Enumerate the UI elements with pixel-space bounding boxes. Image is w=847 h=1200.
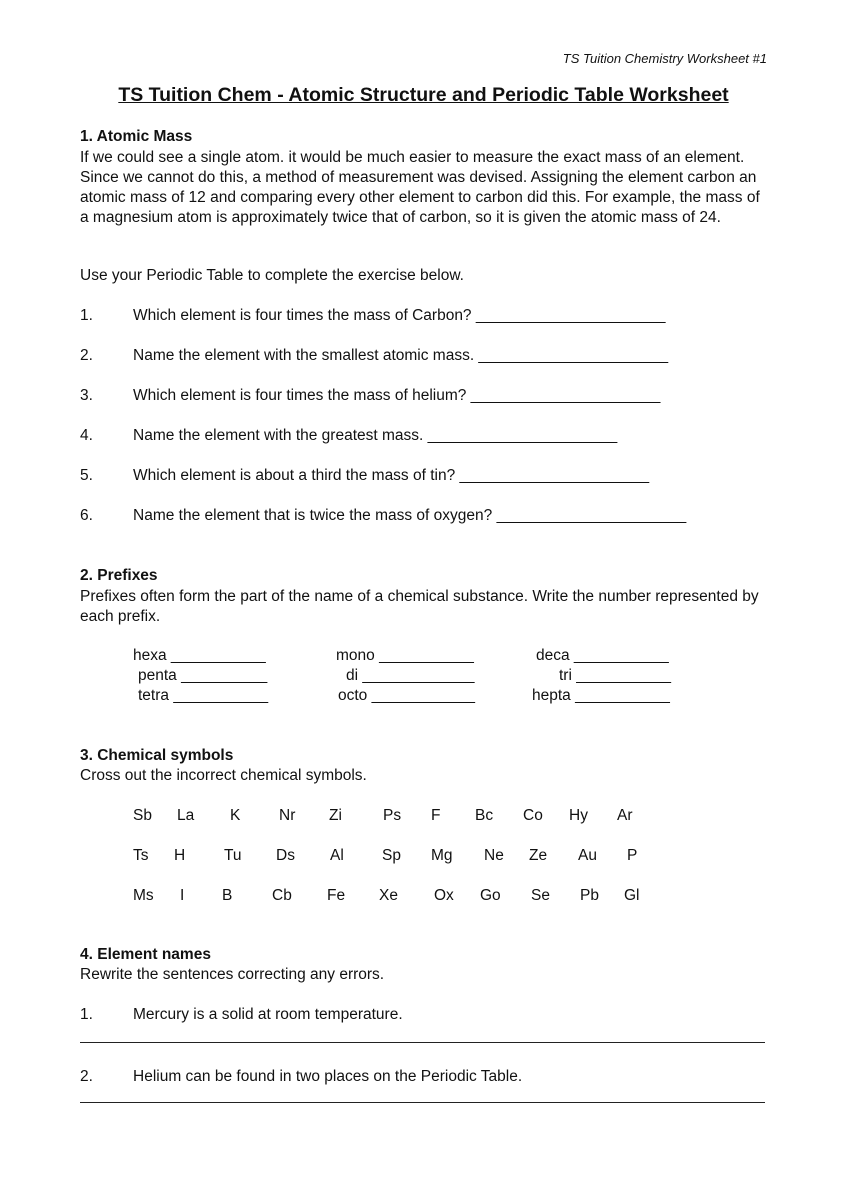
chemical-symbol: K [230, 807, 241, 824]
chemical-symbol: Ds [276, 847, 295, 864]
prefix-item: tetra ___________ [138, 687, 269, 704]
chemical-symbol: Cb [272, 887, 292, 904]
chemical-symbol: Al [330, 847, 344, 864]
question-text: Which element is four times the mass of helium? ______________________ [133, 387, 661, 404]
question-number: 1. [80, 307, 93, 324]
question-number: 4. [80, 427, 93, 444]
chemical-symbol: Au [578, 847, 597, 864]
chemical-symbol: Bc [475, 807, 494, 824]
chemical-symbol: Sb [133, 807, 152, 824]
question-text: Name the element with the greatest mass. ______________________ [133, 427, 618, 444]
question-number: 3. [80, 387, 93, 404]
chemical-symbol: P [627, 847, 638, 864]
chemical-symbol: Ar [617, 807, 633, 824]
prefix-item: deca ___________ [536, 647, 669, 664]
question-number: 5. [80, 467, 93, 484]
chemical-symbol: La [177, 807, 195, 824]
chemical-symbol: B [222, 887, 233, 904]
question-text: Name the element with the smallest atomic mass. ______________________ [133, 347, 669, 364]
chemical-symbol: Hy [569, 807, 588, 824]
section2-paragraph: Prefixes often form the part of the name of a chemical substance. Write the number represented by each prefix. [80, 588, 759, 625]
section1-heading: 1. Atomic Mass [80, 128, 193, 145]
chemical-symbol: Ze [529, 847, 548, 864]
sentence-text: Helium can be found in two places on the Periodic Table. [133, 1068, 523, 1085]
question-text: Which element is four times the mass of Carbon? ______________________ [133, 307, 666, 324]
section3-heading: 3. Chemical symbols [80, 747, 234, 764]
chemical-symbol: Nr [279, 807, 296, 824]
prefix-item: penta __________ [138, 667, 268, 684]
chemical-symbol: Tu [224, 847, 242, 864]
section1-paragraph: If we could see a single atom. it would be much easier to measure the exact mass of an element. Since we cannot do this, a method of measurement was devised. Assigning the element carbon an atomic mass of 12 and comparing every other element to carbon did this. For example, the mass of a magnesium atom is approximately twice that of carbon, so it is given the atomic mass of 24. [80, 149, 760, 226]
chemical-symbol: H [174, 847, 186, 864]
chemical-symbol: Go [480, 887, 501, 904]
page-title: TS Tuition Chem - Atomic Structure and Periodic Table Worksheet [118, 84, 729, 106]
prefix-item: mono ___________ [336, 647, 474, 664]
chemical-symbol: Ts [133, 847, 149, 864]
chemical-symbol: I [180, 887, 185, 904]
chemical-symbol: Sp [382, 847, 401, 864]
answer-line [80, 1042, 765, 1043]
prefix-item: hexa ___________ [133, 647, 266, 664]
sentence-number: 2. [80, 1068, 93, 1085]
chemical-symbol: Ne [484, 847, 504, 864]
chemical-symbol: Zi [329, 807, 342, 824]
chemical-symbol: Gl [624, 887, 640, 904]
prefix-item: tri ___________ [559, 667, 672, 684]
chemical-symbol: Pb [580, 887, 599, 904]
chemical-symbol: Ox [434, 887, 454, 904]
chemical-symbol: Ps [383, 807, 402, 824]
section3-instruction: Cross out the incorrect chemical symbols. [80, 767, 367, 784]
header-note: TS Tuition Chemistry Worksheet #1 [562, 51, 767, 66]
question-text: Name the element that is twice the mass of oxygen? ______________________ [133, 507, 687, 524]
chemical-symbol: Se [531, 887, 550, 904]
section4-instruction: Rewrite the sentences correcting any errors. [80, 966, 385, 983]
section2-heading: 2. Prefixes [80, 567, 158, 584]
chemical-symbol: Fe [327, 887, 346, 904]
prefix-item: di _____________ [346, 667, 475, 684]
section4-heading: 4. Element names [80, 946, 211, 963]
prefix-item: octo ____________ [338, 687, 476, 704]
chemical-symbol: Mg [431, 847, 453, 864]
question-text: Which element is about a third the mass of tin? ______________________ [133, 467, 650, 484]
sentence-number: 1. [80, 1006, 93, 1023]
chemical-symbol: Xe [379, 887, 398, 904]
chemical-symbol: F [431, 807, 441, 824]
sentence-text: Mercury is a solid at room temperature. [133, 1006, 403, 1023]
question-number: 6. [80, 507, 93, 524]
answer-line [80, 1102, 765, 1103]
section1-instruction: Use your Periodic Table to complete the exercise below. [80, 267, 464, 284]
question-number: 2. [80, 347, 93, 364]
chemical-symbol: Co [523, 807, 543, 824]
chemical-symbol: Ms [133, 887, 154, 904]
prefix-item: hepta ___________ [532, 687, 670, 704]
